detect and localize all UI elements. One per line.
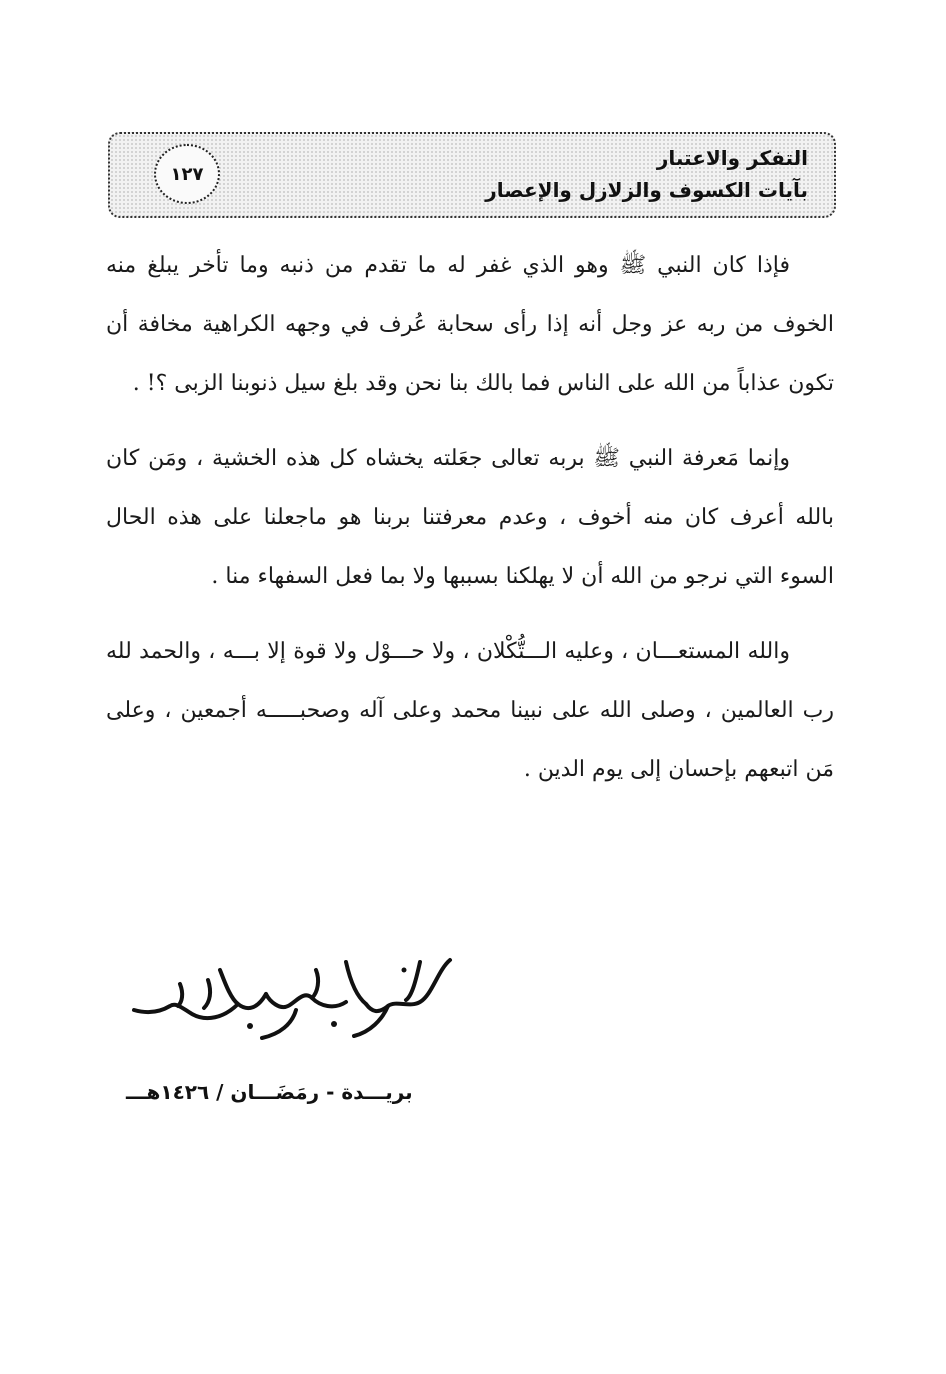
page-header: [108, 132, 836, 218]
paragraph: فإذا كان النبي ﷺ وهو الذي غفر له ما تقدم من ذنبه وما تأخر يبلغ منه الخوف من ربه عز وجل أنه إذا رأى سحابة عُرف في وجهه الكراهية مخافة أن تكون عذاباً من الله على الناس فما بالك بنا نحن وقد بلغ سيل ذنوبنا الزبى ؟! .: [106, 253, 834, 396]
place-and-date: بريـــدة - رمَضَـــان / ١٤٢٦هـــ: [126, 1080, 413, 1104]
signature-drawing: [120, 940, 460, 1050]
header-title: التفكر والاعتبار: [656, 146, 808, 170]
paragraph: وإنما مَعرفة النبي ﷺ بربه تعالى جعَلته يخشاه كل هذه الخشية ، ومَن كان بالله أعرف كان منه أخوف ، وعدم معرفتنا بربنا هو ماجعلنا على هذه الحال السوء التي نرجو من الله أن لا يهلكنا بسببها ولا بما فعل السفهاء منا .: [106, 446, 834, 589]
header-subtitle: بآيات الكسوف والزلازل والإعصار: [485, 178, 808, 202]
page-number: ١٢٧: [154, 144, 220, 204]
body-text: [106, 236, 834, 799]
handwritten-signature: [120, 940, 460, 1050]
paragraph: والله المستعـــان ، وعليه الـــتُّكْلان ، ولا حـــوْل ولا قوة إلا بـــه ، والحمد لله رب العالمين ، وصلى الله على نبينا محمد وعلى آله وصحبـــــه أجمعين ، وعلى مَن اتبعهم بإحسان إلى يوم الدين .: [106, 639, 834, 782]
